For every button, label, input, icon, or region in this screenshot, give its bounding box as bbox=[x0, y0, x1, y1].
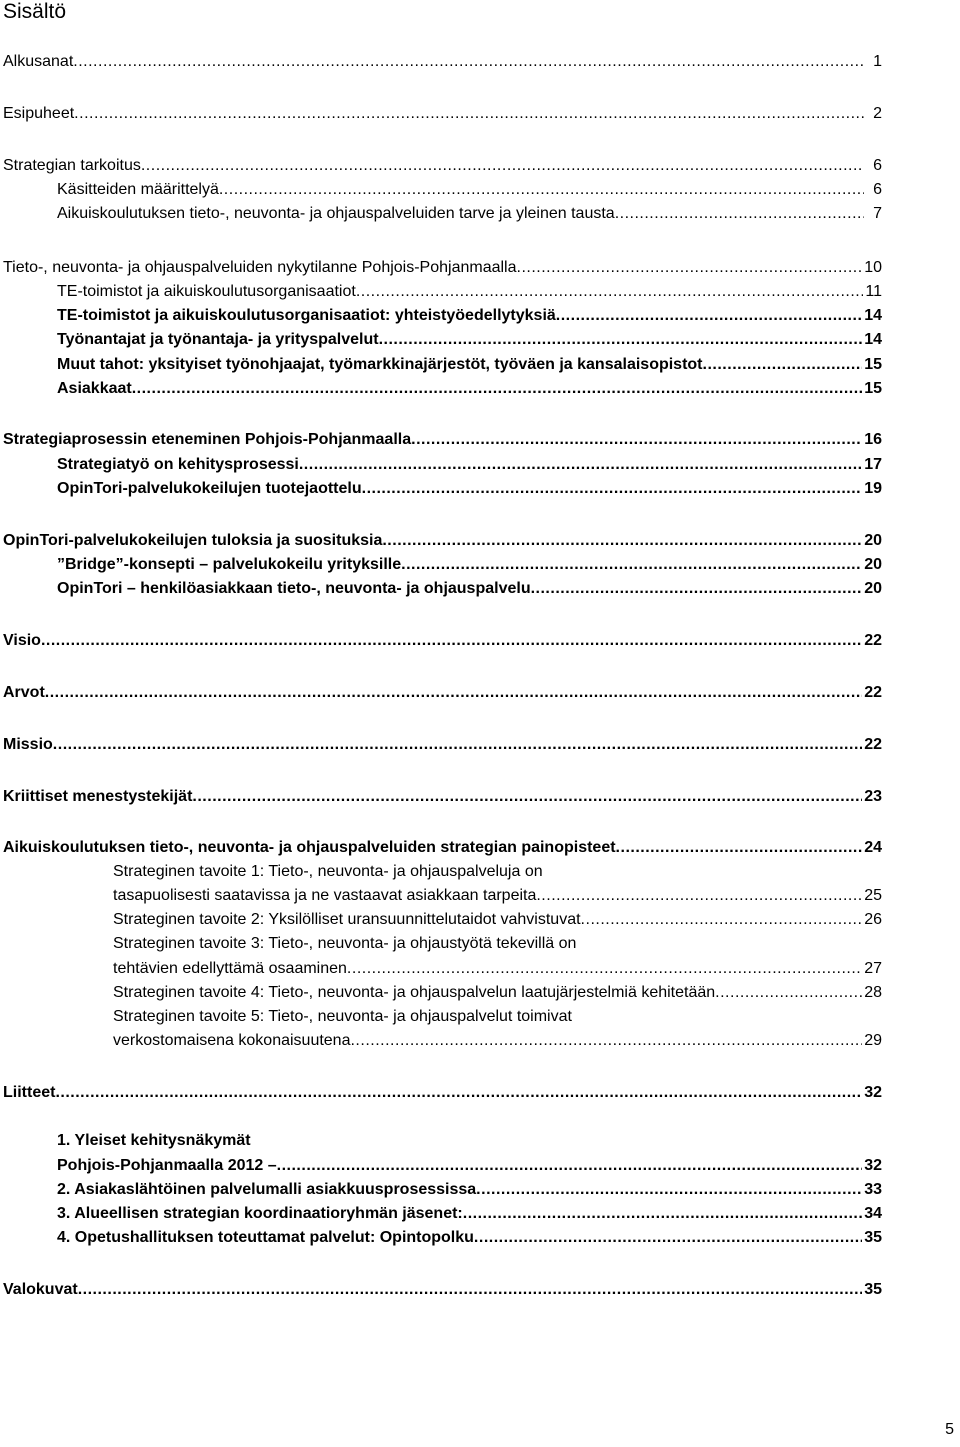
toc-entry[interactable] bbox=[57, 379, 882, 399]
toc-entry[interactable] bbox=[3, 156, 882, 176]
leader-dots bbox=[78, 1280, 863, 1300]
leader-dots bbox=[55, 1083, 862, 1103]
toc-entry[interactable] bbox=[57, 180, 882, 200]
leader-dots bbox=[517, 258, 863, 278]
toc-entry-page: 23 bbox=[864, 788, 882, 805]
toc-entry-text: tasapuolisesti saatavissa ja ne vastaavat asiakkaan tarpeita bbox=[113, 887, 537, 904]
page-number: 5 bbox=[945, 1421, 954, 1438]
page-title: Sisältö bbox=[3, 0, 67, 23]
leader-dots bbox=[350, 1031, 862, 1051]
toc-entry-text: 2. Asiakaslähtöinen palvelumalli asiakkuusprosessissa bbox=[57, 1181, 477, 1198]
toc-entry-page: 1 bbox=[873, 53, 882, 70]
toc-entry-text: 4. Opetushallituksen toteuttamat palvelut: Opintopolku bbox=[57, 1229, 474, 1246]
leader-dots bbox=[41, 631, 862, 651]
leader-dots bbox=[192, 787, 862, 807]
toc-entry[interactable] bbox=[57, 479, 882, 499]
toc-entry[interactable] bbox=[3, 1280, 882, 1300]
toc-entry[interactable] bbox=[3, 258, 882, 278]
toc-entry-text: Visio bbox=[3, 632, 41, 649]
leader-dots bbox=[476, 1180, 862, 1200]
toc-entry[interactable] bbox=[57, 455, 882, 475]
toc-entry[interactable] bbox=[3, 838, 882, 858]
toc-entry[interactable] bbox=[113, 1031, 882, 1051]
toc-entry-text: Aikuiskoulutuksen tieto-, neuvonta- ja ohjauspalveluiden tarve ja yleinen tausta bbox=[57, 205, 615, 222]
toc-entry-text: tehtävien edellyttämä osaaminen bbox=[113, 960, 347, 977]
toc-entry[interactable] bbox=[3, 104, 882, 124]
toc-entry-text: Kriittiset menestystekijät bbox=[3, 788, 193, 805]
toc-entry[interactable] bbox=[3, 683, 882, 703]
toc-entry-text: Muut tahot: yksityiset työnohjaajat, työmarkkinajärjestöt, työväen ja kansalaisopistot bbox=[57, 356, 703, 373]
toc-entry-page: 32 bbox=[864, 1157, 882, 1174]
leader-dots bbox=[219, 180, 864, 200]
toc-entry-text: Esipuheet bbox=[3, 105, 75, 122]
toc-entry-continued: Strateginen tavoite 1: Tieto-, neuvonta- ja ohjauspalveluja on bbox=[113, 863, 543, 880]
toc-entry-page: 20 bbox=[864, 580, 882, 597]
toc-entry-continued: Strateginen tavoite 3: Tieto-, neuvonta- ja ohjaustyötä tekevillä on bbox=[113, 935, 577, 952]
toc-entry-page: 22 bbox=[864, 632, 882, 649]
toc-entry-text: verkostomaisena kokonaisuutena bbox=[113, 1032, 351, 1049]
toc-entry[interactable] bbox=[57, 1228, 882, 1248]
leader-dots bbox=[132, 379, 862, 399]
toc-entry[interactable] bbox=[3, 430, 882, 450]
toc-entry-text: Liitteet bbox=[3, 1084, 56, 1101]
toc-entry-page: 20 bbox=[864, 532, 882, 549]
toc-entry-text: Tieto-, neuvonta- ja ohjauspalveluiden nykytilanne Pohjois-Pohjanmaalla bbox=[3, 259, 517, 276]
toc-entry-text: Strategian tarkoitus bbox=[3, 157, 141, 174]
leader-dots bbox=[581, 910, 863, 930]
leader-dots bbox=[474, 1228, 862, 1248]
toc-entry-text: Arvot bbox=[3, 684, 45, 701]
toc-entry[interactable] bbox=[113, 983, 882, 1003]
toc-entry-text: Aikuiskoulutuksen tieto-, neuvonta- ja ohjauspalveluiden strategian painopisteet bbox=[3, 839, 616, 856]
toc-entry-page: 15 bbox=[864, 380, 882, 397]
toc-entry-page: 16 bbox=[864, 431, 882, 448]
toc-entry-page: 2 bbox=[873, 105, 882, 122]
toc-entry-page: 14 bbox=[864, 331, 882, 348]
leader-dots bbox=[703, 355, 863, 375]
toc-entry-page: 6 bbox=[873, 157, 882, 174]
toc-entry-page: 35 bbox=[864, 1281, 882, 1298]
toc-entry-page: 11 bbox=[865, 283, 882, 300]
leader-dots bbox=[411, 430, 862, 450]
toc-entry-text: OpinTori-palvelukokeilujen tuotejaottelu bbox=[57, 480, 362, 497]
toc-entry[interactable] bbox=[57, 306, 882, 326]
toc-entry-page: 19 bbox=[864, 480, 882, 497]
toc-entry[interactable] bbox=[57, 1180, 882, 1200]
toc-entry[interactable] bbox=[57, 555, 882, 575]
toc-entry-text: Käsitteiden määrittelyä bbox=[57, 181, 219, 198]
leader-dots bbox=[356, 282, 864, 302]
leader-dots bbox=[556, 306, 862, 326]
toc-entry-text: Työnantajat ja työnantaja- ja yrityspalvelut bbox=[57, 331, 379, 348]
toc-entry-page: 20 bbox=[864, 556, 882, 573]
toc-entry[interactable] bbox=[3, 735, 882, 755]
toc-entry-text: Strategiaprosessin eteneminen Pohjois-Pohjanmaalla bbox=[3, 431, 412, 448]
toc-entry[interactable] bbox=[3, 787, 882, 807]
toc-entry[interactable] bbox=[3, 631, 882, 651]
toc-entry-page: 29 bbox=[864, 1032, 882, 1049]
toc-entry[interactable] bbox=[57, 1204, 882, 1224]
leader-dots bbox=[715, 983, 862, 1003]
toc-entry-text: OpinTori-palvelukokeilujen tuloksia ja suosituksia bbox=[3, 532, 383, 549]
toc-entry-text: ”Bridge”-konsepti – palvelukokeilu yrityksille bbox=[57, 556, 402, 573]
leader-dots bbox=[53, 735, 862, 755]
toc-entry-text: Missio bbox=[3, 736, 53, 753]
toc-entry-page: 15 bbox=[864, 356, 882, 373]
leader-dots bbox=[463, 1204, 862, 1224]
leader-dots bbox=[141, 156, 864, 176]
toc-entry[interactable] bbox=[57, 579, 882, 599]
toc-entry[interactable] bbox=[57, 1156, 882, 1176]
leader-dots bbox=[401, 555, 862, 575]
toc-entry-page: 26 bbox=[864, 911, 882, 928]
leader-dots bbox=[45, 683, 862, 703]
toc-entry-page: 17 bbox=[864, 456, 882, 473]
toc-entry-page: 22 bbox=[864, 684, 882, 701]
toc-entry[interactable] bbox=[113, 910, 882, 930]
leader-dots bbox=[277, 1156, 863, 1176]
leader-dots bbox=[536, 886, 862, 906]
toc-entry[interactable] bbox=[3, 52, 882, 72]
leader-dots bbox=[531, 579, 863, 599]
toc-entry-page: 7 bbox=[873, 205, 882, 222]
toc-entry[interactable] bbox=[57, 330, 882, 350]
toc-entry-page: 34 bbox=[864, 1205, 882, 1222]
leader-dots bbox=[616, 838, 863, 858]
toc-entry-page: 33 bbox=[864, 1181, 882, 1198]
toc-entry-page: 28 bbox=[864, 984, 882, 1001]
toc-entry[interactable] bbox=[3, 531, 882, 551]
toc-entry-page: 24 bbox=[864, 839, 882, 856]
toc-entry-text: Strateginen tavoite 2: Yksilölliset uransuunnittelutaidot vahvistuvat bbox=[113, 911, 581, 928]
toc-entry-text: TE-toimistot ja aikuiskoulutusorganisaatiot: yhteistyöedellytyksiä bbox=[57, 307, 556, 324]
leader-dots bbox=[615, 204, 864, 224]
toc-entry-text: 3. Alueellisen strategian koordinaatioryhmän jäsenet: bbox=[57, 1205, 463, 1222]
toc-entry-continued: 1. Yleiset kehitysnäkymät bbox=[57, 1132, 251, 1149]
toc-entry[interactable] bbox=[57, 355, 882, 375]
leader-dots bbox=[382, 531, 862, 551]
toc-entry[interactable] bbox=[113, 959, 882, 979]
leader-dots bbox=[299, 455, 862, 475]
toc-entry-continued: Strateginen tavoite 5: Tieto-, neuvonta- ja ohjauspalvelut toimivat bbox=[113, 1008, 572, 1025]
toc-entry[interactable] bbox=[57, 282, 882, 302]
toc-entry[interactable] bbox=[113, 886, 882, 906]
toc-entry-page: 6 bbox=[873, 181, 882, 198]
toc-entry-text: Pohjois-Pohjanmaalla 2012 – bbox=[57, 1157, 277, 1174]
leader-dots bbox=[347, 959, 862, 979]
toc-entry-page: 32 bbox=[864, 1084, 882, 1101]
toc-entry-text: Strategiatyö on kehitysprosessi bbox=[57, 456, 299, 473]
toc-entry-text: Asiakkaat bbox=[57, 380, 132, 397]
toc-entry-text: Alkusanat bbox=[3, 53, 74, 70]
leader-dots bbox=[362, 479, 863, 499]
toc-entry-page: 22 bbox=[864, 736, 882, 753]
leader-dots bbox=[379, 330, 863, 350]
toc-entry-page: 35 bbox=[864, 1229, 882, 1246]
toc-entry-text: OpinTori – henkilöasiakkaan tieto-, neuvonta- ja ohjauspalvelu bbox=[57, 580, 531, 597]
toc-entry[interactable] bbox=[3, 1083, 882, 1103]
toc-entry-text: Valokuvat bbox=[3, 1281, 78, 1298]
toc-entry-text: Strateginen tavoite 4: Tieto-, neuvonta- ja ohjauspalvelun laatujärjestelmiä kehitetään bbox=[113, 984, 716, 1001]
leader-dots bbox=[73, 52, 864, 72]
toc-entry-page: 25 bbox=[864, 887, 882, 904]
toc-entry-page: 14 bbox=[864, 307, 882, 324]
leader-dots bbox=[74, 104, 864, 124]
toc-entry-text: TE-toimistot ja aikuiskoulutusorganisaatiot bbox=[57, 283, 356, 300]
toc-entry-page: 10 bbox=[864, 259, 882, 276]
toc-entry[interactable] bbox=[57, 204, 882, 224]
toc-entry-page: 27 bbox=[864, 960, 882, 977]
